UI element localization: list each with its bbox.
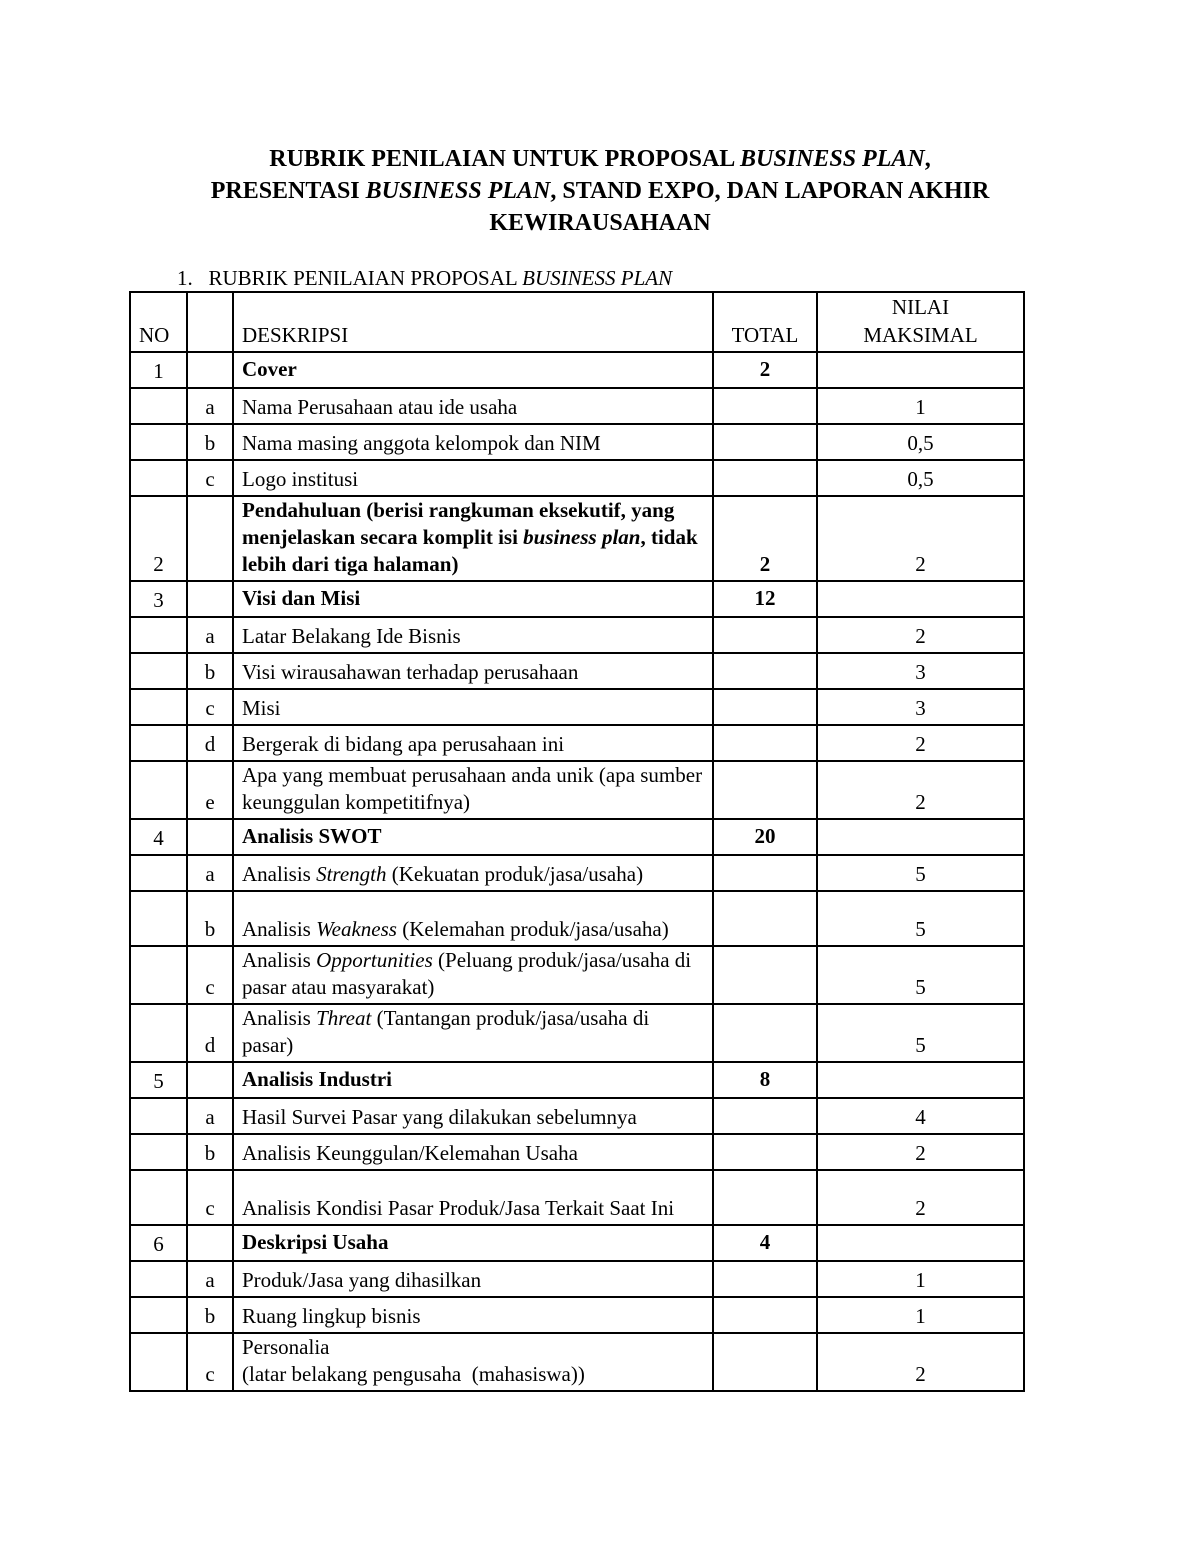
cell-no [130,855,187,891]
cell-sub: a [187,1098,233,1134]
cell-total [713,617,817,653]
table-row [130,352,1024,388]
table-row [130,460,1024,496]
cell-no [130,1261,187,1297]
cell-sub: b [187,424,233,460]
cell-nilai-maksimal [817,352,1024,388]
cell-deskripsi: Latar Belakang Ide Bisnis [233,617,713,653]
cell-no [130,946,187,1004]
cell-sub: c [187,689,233,725]
cell-total [713,1297,817,1333]
cell-deskripsi [233,855,713,891]
cell-nilai-maksimal [817,581,1024,617]
cell-nilai-maksimal: 2 [817,761,1024,819]
cell-no [130,460,187,496]
header-nilai-maksimal: NILAI MAKSIMAL [817,292,1024,352]
cell-deskripsi: Bergerak di bidang apa perusahaan ini [233,725,713,761]
cell-sub: a [187,388,233,424]
table-header-row [130,292,1024,352]
cell-sub: b [187,653,233,689]
cell-sub [187,819,233,855]
cell-sub: a [187,855,233,891]
header-deskripsi: DESKRIPSI [233,292,713,352]
cell-deskripsi: Analisis SWOT [233,819,713,855]
table-row [130,1004,1024,1062]
title-line-3: KEWIRAUSAHAAN [489,210,711,236]
cell-total: 8 [713,1062,817,1098]
section-italic: BUSINESS PLAN [522,266,673,290]
table-row [130,653,1024,689]
cell-deskripsi: Produk/Jasa yang dihasilkan [233,1261,713,1297]
cell-total [713,725,817,761]
cell-total [713,1333,817,1391]
cell-no: 3 [130,581,187,617]
cell-total [713,1261,817,1297]
header-total: TOTAL [713,292,817,352]
cell-sub [187,1225,233,1261]
table-row [130,689,1024,725]
rubric-table-body [130,292,1024,1391]
cell-no: 4 [130,819,187,855]
cell-nilai-maksimal [817,1225,1024,1261]
cell-sub: b [187,891,233,946]
cell-total [713,388,817,424]
cell-sub: b [187,1134,233,1170]
desc-italic: business plan [523,525,641,549]
cell-no [130,689,187,725]
cell-no [130,1098,187,1134]
cell-deskripsi: Ruang lingkup bisnis [233,1297,713,1333]
cell-total: 12 [713,581,817,617]
desc-part: (Kelemahan produk/jasa/usaha) [396,917,669,941]
cell-nilai-maksimal: 2 [817,1333,1024,1391]
cell-no: 5 [130,1062,187,1098]
document-title [130,143,1070,239]
cell-deskripsi [233,496,713,581]
section-heading [177,264,672,292]
cell-sub: d [187,725,233,761]
cell-total [713,460,817,496]
title-line-1: RUBRIK PENILAIAN UNTUK PROPOSAL BUSINESS PLAN, [269,146,931,172]
cell-nilai-maksimal: 5 [817,855,1024,891]
header-no: NO [130,292,187,352]
cell-deskripsi: Visi wirausahawan terhadap perusahaan [233,653,713,689]
cell-no: 1 [130,352,187,388]
cell-no [130,761,187,819]
cell-no [130,1170,187,1225]
desc-part: Pendahuluan (berisi rangkuman eksekutif, yang menjelaskan secara komplit isi [242,498,675,549]
cell-no [130,891,187,946]
cell-total [713,689,817,725]
cell-nilai-maksimal: 4 [817,1098,1024,1134]
cell-total [713,891,817,946]
cell-deskripsi: Deskripsi Usaha [233,1225,713,1261]
table-row [130,891,1024,946]
cell-deskripsi: Visi dan Misi [233,581,713,617]
desc-italic: Opportunities [316,948,433,972]
cell-nilai-maksimal: 5 [817,891,1024,946]
cell-deskripsi [233,946,713,1004]
cell-deskripsi: Nama Perusahaan atau ide usaha [233,388,713,424]
cell-deskripsi [233,891,713,946]
desc-italic: Weakness [316,917,397,941]
desc-part: Analisis [242,917,317,941]
title-italic-2: BUSINESS PLAN [365,178,551,204]
cell-total [713,1170,817,1225]
cell-nilai-maksimal: 2 [817,1134,1024,1170]
desc-part: (Peluang produk/jasa/usaha di pasar atau masyarakat) [242,948,692,999]
desc-part: (Kekuatan produk/jasa/usaha) [386,862,644,886]
cell-deskripsi: Nama masing anggota kelompok dan NIM [233,424,713,460]
cell-total [713,1134,817,1170]
desc-part: (Tantangan produk/jasa/usaha di pasar) [242,1006,650,1057]
table-row [130,1333,1024,1391]
cell-nilai-maksimal: 0,5 [817,424,1024,460]
cell-deskripsi: Analisis Industri [233,1062,713,1098]
cell-no [130,1333,187,1391]
cell-sub [187,496,233,581]
cell-sub: c [187,460,233,496]
cell-no: 6 [130,1225,187,1261]
cell-total [713,424,817,460]
table-row [130,388,1024,424]
table-row [130,581,1024,617]
cell-no [130,653,187,689]
cell-nilai-maksimal: 2 [817,725,1024,761]
cell-sub: c [187,946,233,1004]
cell-total: 20 [713,819,817,855]
cell-nilai-maksimal: 2 [817,1170,1024,1225]
cell-sub: b [187,1297,233,1333]
header-sub [187,292,233,352]
table-row [130,855,1024,891]
title-line-2: PRESENTASI BUSINESS PLAN, STAND EXPO, DAN LAPORAN AKHIR [210,178,990,204]
rubric-table [129,291,1025,1392]
cell-nilai-maksimal: 5 [817,1004,1024,1062]
cell-total [713,1098,817,1134]
cell-nilai-maksimal: 3 [817,653,1024,689]
desc-part: Analisis [242,1006,317,1030]
cell-nilai-maksimal: 1 [817,1261,1024,1297]
cell-nilai-maksimal: 5 [817,946,1024,1004]
desc-line: Personalia [242,1335,330,1359]
cell-no [130,617,187,653]
cell-nilai-maksimal: 1 [817,388,1024,424]
cell-sub [187,581,233,617]
desc-line: (latar belakang pengusaha (mahasiswa)) [242,1362,585,1386]
cell-sub [187,1062,233,1098]
cell-no [130,388,187,424]
section-number: 1. [177,266,193,290]
table-row [130,1170,1024,1225]
cell-deskripsi [233,1333,713,1391]
table-row [130,496,1024,581]
table-row [130,1261,1024,1297]
table-row [130,946,1024,1004]
table-row [130,424,1024,460]
cell-deskripsi: Analisis Kondisi Pasar Produk/Jasa Terkait Saat Ini [233,1170,713,1225]
table-row [130,1134,1024,1170]
cell-nilai-maksimal: 2 [817,496,1024,581]
cell-sub: d [187,1004,233,1062]
cell-sub [187,352,233,388]
cell-nilai-maksimal: 1 [817,1297,1024,1333]
cell-deskripsi: Logo institusi [233,460,713,496]
table-row [130,819,1024,855]
cell-deskripsi [233,1004,713,1062]
cell-deskripsi: Cover [233,352,713,388]
title-italic-1: BUSINESS PLAN [739,146,925,172]
cell-sub: c [187,1333,233,1391]
cell-nilai-maksimal [817,819,1024,855]
cell-no [130,424,187,460]
section-text: RUBRIK PENILAIAN PROPOSAL [208,266,523,290]
desc-part: Analisis [242,948,317,972]
table-row [130,1062,1024,1098]
table-row [130,1225,1024,1261]
desc-italic: Threat [316,1006,372,1030]
table-row [130,1098,1024,1134]
table-row [130,617,1024,653]
cell-nilai-maksimal: 0,5 [817,460,1024,496]
cell-deskripsi: Apa yang membuat perusahaan anda unik (apa sumber keunggulan kompetitifnya) [233,761,713,819]
table-row [130,761,1024,819]
cell-total [713,653,817,689]
cell-total: 2 [713,352,817,388]
cell-nilai-maksimal [817,1062,1024,1098]
cell-nilai-maksimal: 3 [817,689,1024,725]
cell-no [130,1297,187,1333]
table-row [130,725,1024,761]
cell-deskripsi: Analisis Keunggulan/Kelemahan Usaha [233,1134,713,1170]
cell-sub: c [187,1170,233,1225]
cell-total: 4 [713,1225,817,1261]
desc-part: , tidak lebih dari tiga halaman) [242,525,698,576]
cell-nilai-maksimal: 2 [817,617,1024,653]
cell-no [130,1004,187,1062]
cell-total [713,1004,817,1062]
cell-sub: a [187,617,233,653]
cell-no [130,725,187,761]
cell-no: 2 [130,496,187,581]
cell-total [713,946,817,1004]
cell-sub: e [187,761,233,819]
cell-no [130,1134,187,1170]
cell-sub: a [187,1261,233,1297]
cell-total [713,855,817,891]
cell-total [713,761,817,819]
cell-deskripsi: Hasil Survei Pasar yang dilakukan sebelumnya [233,1098,713,1134]
table-row [130,1297,1024,1333]
cell-deskripsi: Misi [233,689,713,725]
cell-total: 2 [713,496,817,581]
desc-part: Analisis [242,862,317,886]
desc-italic: Strength [316,862,387,886]
